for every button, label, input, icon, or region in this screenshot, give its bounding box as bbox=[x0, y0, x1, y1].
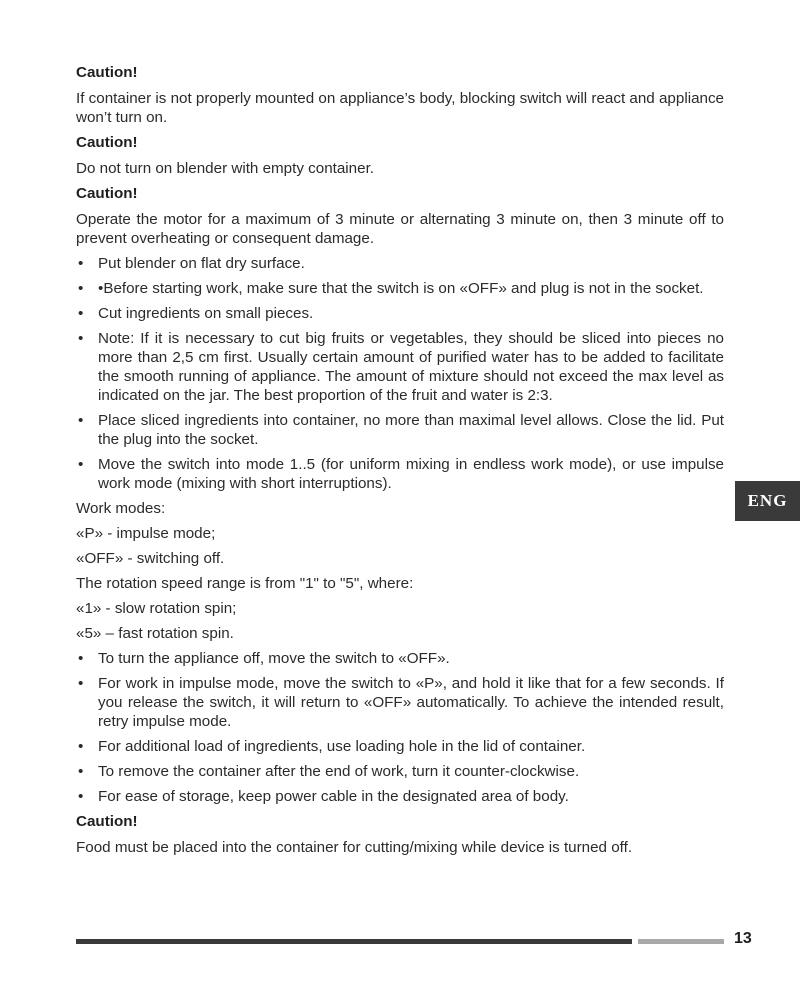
caution-heading-3: Caution! bbox=[76, 185, 138, 202]
page-number: 13 bbox=[734, 930, 752, 947]
list-item: • For additional load of ingredients, use loading hole in the lid of container. bbox=[76, 737, 724, 756]
caution-text-4: Food must be placed into the container for cutting/mixing while device is turned off. bbox=[76, 839, 633, 856]
list-item: • For ease of storage, keep power cable in the designated area of body. bbox=[76, 787, 724, 806]
speed-range-text: The rotation speed range is from "1" to "5", where: bbox=[76, 575, 414, 592]
list-item: • Move the switch into mode 1..5 (for uniform mixing in endless work mode), or use impulse work mode (mixing with short interruptions). bbox=[76, 455, 724, 493]
caution-text-1: If container is not properly mounted on appliance’s body, blocking switch will react and appliance won’t turn on. bbox=[76, 90, 724, 126]
manual-page-content bbox=[76, 63, 724, 863]
list-item: • To turn the appliance off, move the switch to «OFF». bbox=[76, 649, 724, 668]
language-tab: ENG bbox=[735, 481, 800, 521]
caution-heading-1: Caution! bbox=[76, 64, 138, 81]
caution-text-3: Operate the motor for a maximum of 3 minute or alternating 3 minute on, then 3 minute off to prevent overheating or consequent damage. bbox=[76, 211, 724, 247]
footer-bar-light bbox=[638, 939, 724, 944]
instruction-list-1 bbox=[76, 254, 724, 493]
work-modes-heading: Work modes: bbox=[76, 500, 166, 517]
instruction-list-2 bbox=[76, 649, 724, 806]
list-item: • •Before starting work, make sure that the switch is on «OFF» and plug is not in the socket. bbox=[76, 279, 724, 298]
list-item: • For work in impulse mode, move the switch to «P», and hold it like that for a few seconds. If you release the switch, it will return to «OFF» automatically. To achieve the intended result, retry impulse mode. bbox=[76, 674, 724, 731]
list-item: • Put blender on flat dry surface. bbox=[76, 254, 724, 273]
list-item: • Cut ingredients on small pieces. bbox=[76, 304, 724, 323]
speed-slow: «1» - slow rotation spin; bbox=[76, 600, 237, 617]
caution-heading-2: Caution! bbox=[76, 134, 138, 151]
mode-off: «OFF» - switching off. bbox=[76, 550, 225, 567]
list-item: • Place sliced ingredients into container, no more than maximal level allows. Close the lid. Put the plug into the socket. bbox=[76, 411, 724, 449]
caution-text-2: Do not turn on blender with empty container. bbox=[76, 160, 375, 177]
list-item: • To remove the container after the end of work, turn it counter-clockwise. bbox=[76, 762, 724, 781]
speed-fast: «5» – fast rotation spin. bbox=[76, 625, 234, 642]
footer-bar-dark bbox=[76, 939, 632, 944]
list-item: • Note: If it is necessary to cut big fruits or vegetables, they should be sliced into pieces no more than 2,5 cm first. Usually certain amount of purified water has to be added to facilitate the smooth running of appliance. The amount of mixture should not exceed the max level as indicated on the jar. The best proportion of the fruit and water is 2:3. bbox=[76, 329, 724, 405]
mode-impulse: «P» - impulse mode; bbox=[76, 525, 216, 542]
caution-heading-4: Caution! bbox=[76, 813, 138, 830]
